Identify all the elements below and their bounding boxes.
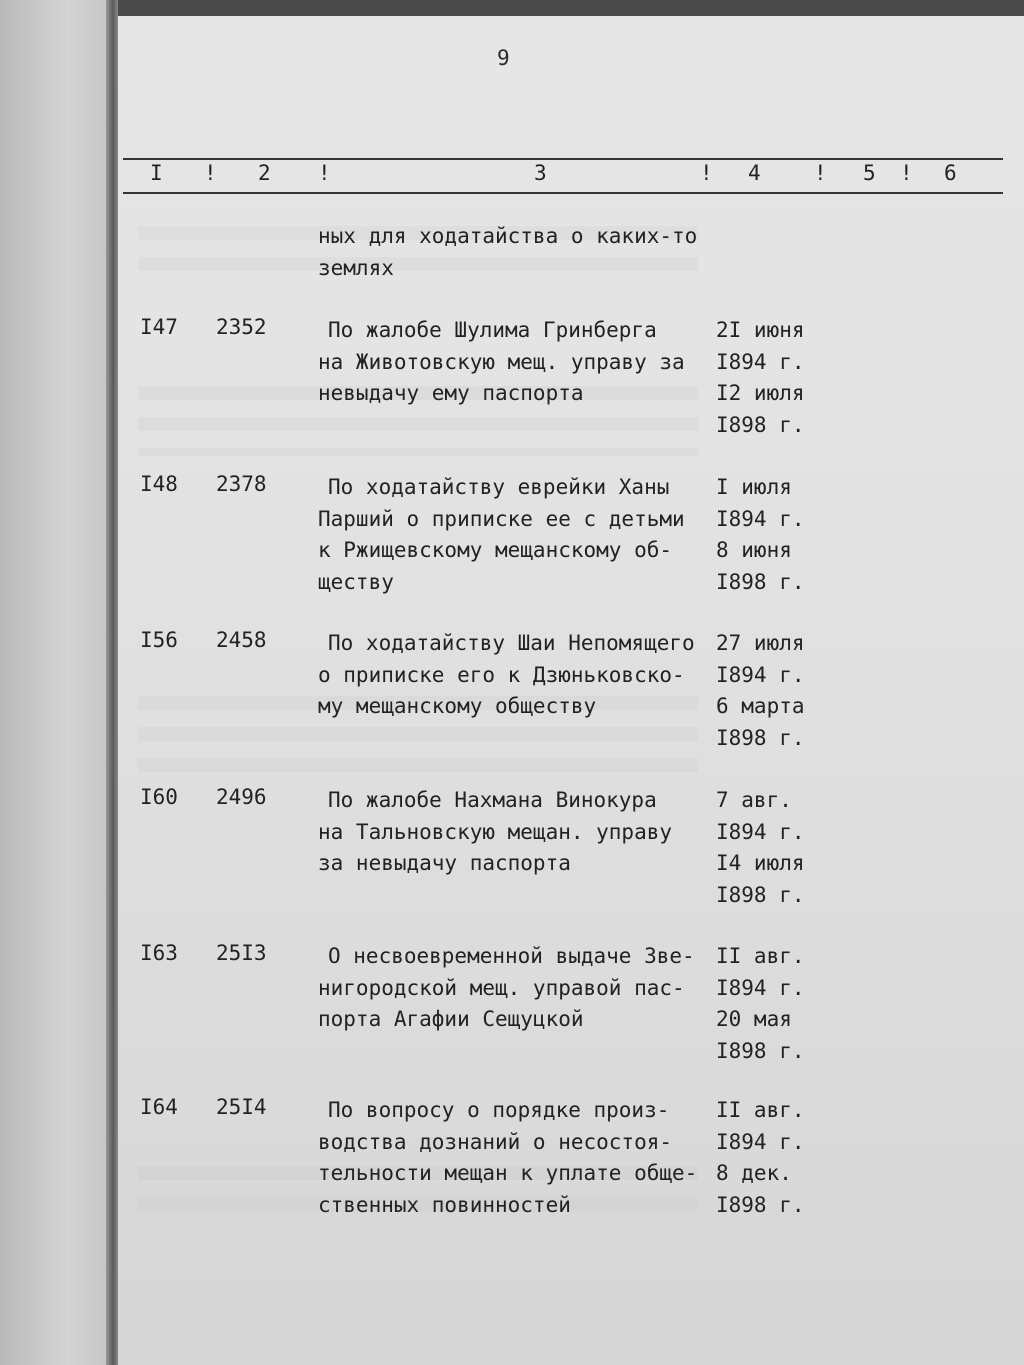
description-line: тельности мещан к уплате обще- bbox=[318, 1161, 698, 1185]
date-line: I898 г. bbox=[716, 1038, 805, 1063]
date-line: I894 г. bbox=[716, 662, 805, 687]
description-line: ных для ходатайства о каких-то bbox=[318, 224, 698, 248]
date-line: 27 июля bbox=[716, 631, 805, 655]
date-line: I894 г. bbox=[716, 506, 805, 531]
dates-cell bbox=[716, 315, 836, 441]
header-separator: ! bbox=[700, 161, 713, 185]
description-line: землях bbox=[318, 255, 394, 280]
date-line: I4 июля bbox=[716, 851, 805, 875]
description-line: водства дознаний о несостоя- bbox=[318, 1129, 673, 1154]
header-col-1: I bbox=[150, 161, 163, 185]
header-col-4: 4 bbox=[748, 161, 761, 185]
description-cell bbox=[318, 628, 718, 723]
header-separator: ! bbox=[204, 161, 217, 185]
file-number: 25I4 bbox=[216, 1095, 267, 1119]
document-page bbox=[118, 16, 1024, 1365]
date-line: II авг. bbox=[716, 1098, 805, 1122]
date-line: I898 г. bbox=[716, 1192, 805, 1217]
date-line: 7 авг. bbox=[716, 788, 792, 812]
description-cell bbox=[318, 315, 718, 410]
date-line: 20 мая bbox=[716, 1007, 792, 1031]
file-number: 2496 bbox=[216, 785, 267, 809]
case-number: I60 bbox=[140, 785, 178, 809]
dates-cell bbox=[716, 628, 836, 754]
date-line: II авг. bbox=[716, 944, 805, 968]
table-header-rule-top bbox=[123, 158, 1003, 160]
date-line: 8 дек. bbox=[716, 1161, 792, 1185]
description-line: невыдачу ему паспорта bbox=[318, 381, 584, 405]
description-cell bbox=[318, 1095, 718, 1221]
header-separator: ! bbox=[900, 161, 913, 185]
dates-cell bbox=[716, 1095, 836, 1221]
description-line: на Животовскую мещ. управу за bbox=[318, 349, 685, 374]
description-line: По жалобе Шулима Гринберга bbox=[328, 318, 657, 342]
file-number: 2352 bbox=[216, 315, 267, 339]
header-col-6: 6 bbox=[944, 161, 957, 185]
date-line: I898 г. bbox=[716, 569, 805, 594]
date-line: I898 г. bbox=[716, 412, 805, 437]
header-separator: ! bbox=[318, 161, 331, 185]
file-number: 2458 bbox=[216, 628, 267, 652]
date-line: I894 г. bbox=[716, 975, 805, 1000]
date-line: I июля bbox=[716, 475, 792, 499]
date-line: I898 г. bbox=[716, 882, 805, 907]
header-col-3: 3 bbox=[534, 161, 547, 185]
header-separator: ! bbox=[814, 161, 827, 185]
description-cell bbox=[318, 785, 718, 880]
case-number: I48 bbox=[140, 472, 178, 496]
description-line: Парший о приписке ее с детьми bbox=[318, 506, 685, 531]
date-line: I894 г. bbox=[716, 819, 805, 844]
description-line: порта Агафии Сещуцкой bbox=[318, 1007, 584, 1031]
header-col-5: 5 bbox=[863, 161, 876, 185]
description-line: о приписке его к Дзюньковско- bbox=[318, 662, 685, 687]
header-col-2: 2 bbox=[258, 161, 271, 185]
table-header-rule-bottom bbox=[123, 192, 1003, 194]
date-line: I894 г. bbox=[716, 349, 805, 374]
dates-cell bbox=[716, 941, 836, 1067]
page-number: 9 bbox=[497, 46, 510, 70]
description-line: на Тальновскую мещан. управу bbox=[318, 819, 673, 844]
description-line: По жалобе Нахмана Винокура bbox=[328, 788, 657, 812]
description-cell bbox=[318, 221, 718, 284]
description-line: ственных повинностей bbox=[318, 1192, 571, 1217]
description-line: за невыдачу паспорта bbox=[318, 851, 571, 875]
scan-top-shadow bbox=[118, 0, 1024, 16]
date-line: I2 июля bbox=[716, 381, 805, 405]
description-line: По ходатайству Шаи Непомящего bbox=[328, 631, 695, 655]
date-line: I894 г. bbox=[716, 1129, 805, 1154]
case-number: I56 bbox=[140, 628, 178, 652]
case-number: I63 bbox=[140, 941, 178, 965]
case-number: I64 bbox=[140, 1095, 178, 1119]
file-number: 2378 bbox=[216, 472, 267, 496]
description-line: к Ржищевскому мещанскому об- bbox=[318, 538, 673, 562]
description-line: нигородской мещ. управой пас- bbox=[318, 975, 685, 1000]
description-line: По вопросу о порядке произ- bbox=[328, 1098, 670, 1122]
description-line: По ходатайству еврейки Ханы bbox=[328, 475, 670, 499]
dates-cell bbox=[716, 472, 836, 598]
description-cell bbox=[318, 941, 718, 1036]
file-number: 25I3 bbox=[216, 941, 267, 965]
case-number: I47 bbox=[140, 315, 178, 339]
description-line: О несвоевременной выдаче Зве- bbox=[328, 944, 695, 968]
dates-cell bbox=[716, 785, 836, 911]
date-line: 6 марта bbox=[716, 694, 805, 718]
facing-page-edge bbox=[0, 0, 112, 1365]
date-line: 2I июня bbox=[716, 318, 805, 342]
description-cell bbox=[318, 472, 718, 598]
date-line: 8 июня bbox=[716, 538, 792, 562]
date-line: I898 г. bbox=[716, 725, 805, 750]
description-line: ществу bbox=[318, 569, 394, 594]
description-line: му мещанскому обществу bbox=[318, 694, 597, 718]
